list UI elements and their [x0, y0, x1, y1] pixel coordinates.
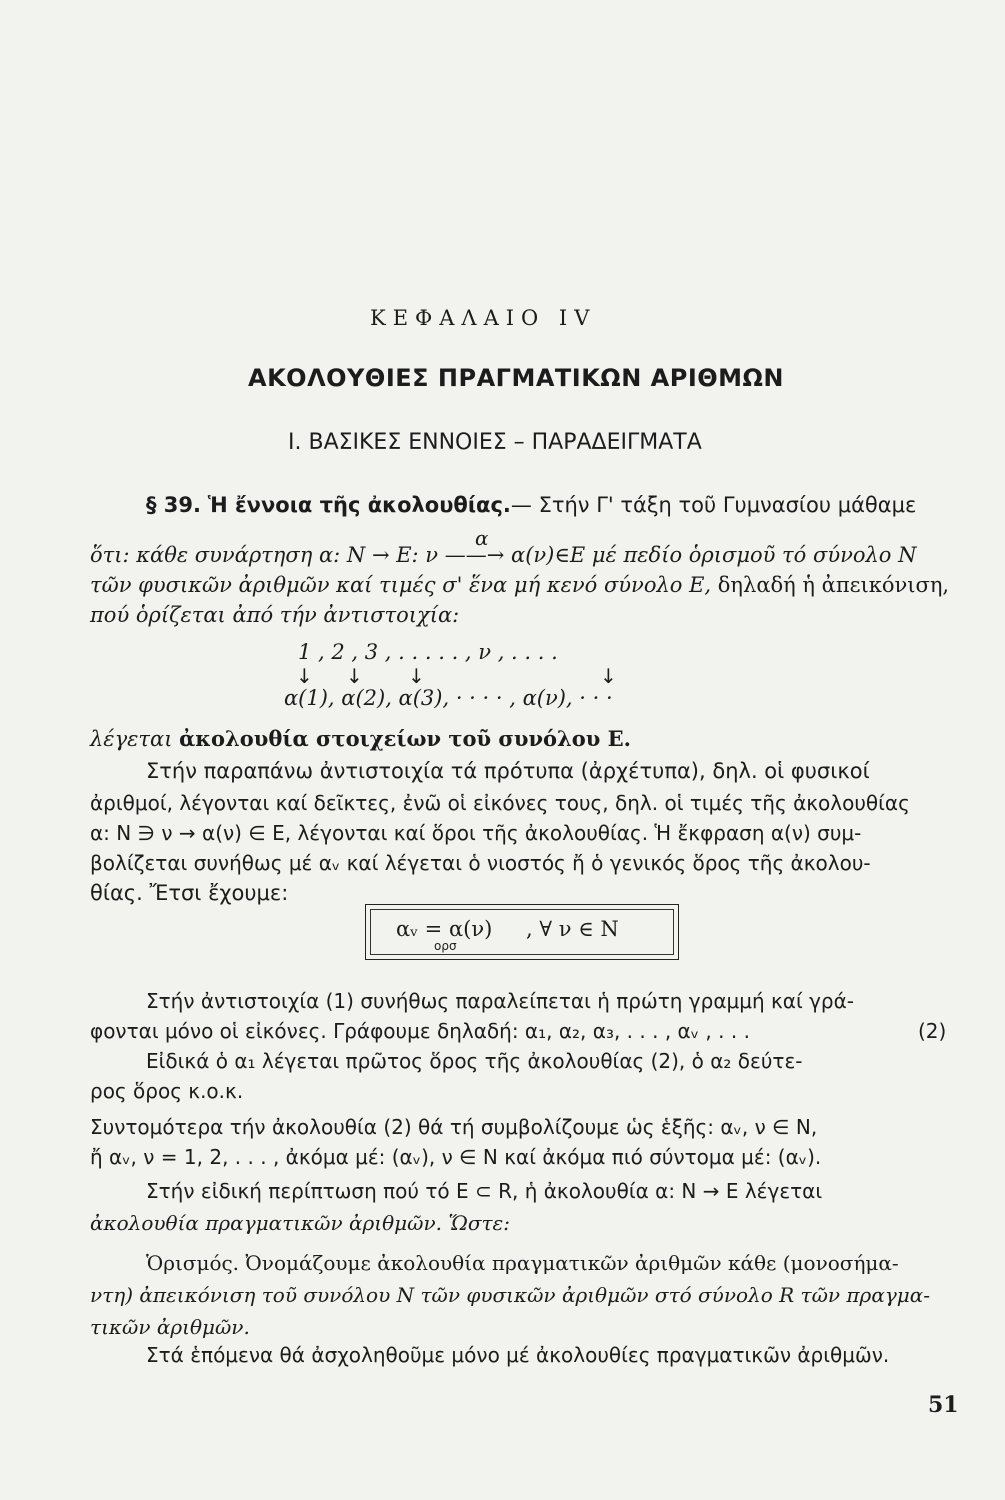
- definition-line-2-roman: δηλαδή ἡ ἀπεικόνιση,: [717, 573, 950, 597]
- down-arrow-icon: ↓: [600, 664, 617, 688]
- correspondence-arrows: [296, 664, 736, 688]
- paragraph-heading-line: [90, 490, 960, 520]
- definition-line-2: [90, 570, 960, 600]
- chapter-title: ΑΚΟΛΟΥΘΙΕΣ ΠΡΑΓΜΑΤΙΚΩΝ ΑΡΙΘΜΩΝ: [248, 364, 785, 392]
- definition-line-3: πού ὁρίζεται ἀπό τήν ἀντιστοιχία:: [90, 603, 460, 627]
- body-line: α: N ∋ ν → α(ν) ∈ E, λέγονται καί ὅροι τῆς ἀκολουθίας. Ἡ ἔκφραση α(ν) συμ-: [90, 821, 862, 845]
- body-line: ἀριθμοί, λέγονται καί δεῖκτες, ἐνῶ οἱ εἰκόνες τους, δηλ. οἱ τιμές τῆς ἀκολουθίας: [90, 791, 910, 815]
- named-line: [90, 724, 960, 754]
- definition-block-line: Ὁρισμός. Ὀνομάζουμε ἀκολουθία πραγματικῶν ἀριθμῶν κάθε (μονοσήμα-: [146, 1251, 899, 1275]
- correspondence-bottom-row: α(1), α(2), α(3), · · · · , α(ν), · · ·: [284, 686, 613, 710]
- body-line: ἤ αᵥ, ν = 1, 2, . . . , ἀκόμα μέ: (αᵥ), ν ∈ N καί ἀκόμα πιό σύντομα μέ: (αᵥ).: [90, 1145, 822, 1169]
- page-number: 51: [928, 1392, 959, 1418]
- body-line: Στήν εἰδική περίπτωση πού τό E ⊂ R, ἡ ἀκολουθία α: N → E λέγεται: [146, 1179, 823, 1203]
- equation-number: (2): [918, 1019, 947, 1043]
- formula-under: ορσ: [434, 939, 457, 953]
- definition-line-1: ὅτι: κάθε συνάρτηση α: N → E: ν ——→ α(ν)∈E μέ πεδίο ὁρισμοῦ τό σύνολο N: [90, 543, 917, 567]
- mapping-label: α: [475, 526, 489, 550]
- named-line-bold: ἀκολουθία στοιχείων τοῦ συνόλου E.: [179, 726, 631, 751]
- paragraph-number: § 39.: [146, 493, 202, 517]
- definition-block-line: τικῶν ἀριθμῶν.: [90, 1315, 250, 1339]
- body-line: φονται μόνο οἱ εἰκόνες. Γράφουμε δηλαδή: α₁, α₂, α₃, . . . , αᵥ , . . .: [90, 1019, 750, 1043]
- definition-line-2-italic: τῶν φυσικῶν ἀριθμῶν καί τιμές σ' ἕνα μή κενό σύνολο E,: [90, 573, 712, 597]
- body-line: θίας. Ἔτσι ἔχουμε:: [90, 881, 289, 905]
- intro-text: — Στήν Γ' τάξη τοῦ Γυμνασίου μάθαμε: [510, 493, 917, 517]
- definition-block-line: ντη) ἀπεικόνιση τοῦ συνόλου N τῶν φυσικῶν ἀριθμῶν στό σύνολο R τῶν πραγμα-: [90, 1283, 931, 1307]
- down-arrow-icon: ↓: [408, 664, 425, 688]
- formula-box: [365, 904, 679, 960]
- down-arrow-icon: ↓: [346, 664, 363, 688]
- chapter-label: ΚΕΦΑΛΑΙΟ IV: [370, 306, 597, 330]
- named-line-italic: λέγεται: [90, 727, 173, 751]
- body-line: βολίζεται συνήθως μέ αᵥ καί λέγεται ὁ νιοστός ἤ ὁ γενικός ὅρος τῆς ἀκολου-: [90, 851, 871, 875]
- closing-line: Στά ἑπόμενα θά ἀσχοληθοῦμε μόνο μέ ἀκολουθίες πραγματικῶν ἀριθμῶν.: [146, 1343, 890, 1367]
- paragraph-heading: Ἡ ἔννοια τῆς ἀκολουθίας.: [207, 493, 511, 517]
- formula-right: , ∀ ν ∈ N: [526, 917, 619, 941]
- body-line: Εἰδικά ὁ α₁ λέγεται πρῶτος ὅρος τῆς ἀκολουθίας (2), ὁ α₂ δεύτε-: [146, 1049, 803, 1073]
- body-line: Στήν παραπάνω ἀντιστοιχία τά πρότυπα (ἀρχέτυπα), δηλ. οἱ φυσικοί: [146, 759, 870, 783]
- body-line: ἀκολουθία πραγματικῶν ἀριθμῶν. Ὥστε:: [90, 1211, 511, 1235]
- down-arrow-icon: ↓: [296, 664, 313, 688]
- body-line: ρος ὅρος κ.ο.κ.: [90, 1079, 244, 1103]
- correspondence-top-row: 1 , 2 , 3 , . . . . . , ν , . . . .: [298, 640, 558, 664]
- section-title: I. ΒΑΣΙΚΕΣ ΕΝΝΟΙΕΣ – ΠΑΡΑΔΕΙΓΜΑΤΑ: [288, 430, 702, 455]
- body-line: Συντομότερα τήν ἀκολουθία (2) θά τή συμβολίζουμε ὡς ἑξῆς: αᵥ, ν ∈ N,: [90, 1115, 818, 1139]
- formula-left: αᵥ = α(ν): [396, 917, 493, 941]
- body-line: Στήν ἀντιστοιχία (1) συνήθως παραλείπεται ἡ πρώτη γραμμή καί γρά-: [146, 989, 855, 1013]
